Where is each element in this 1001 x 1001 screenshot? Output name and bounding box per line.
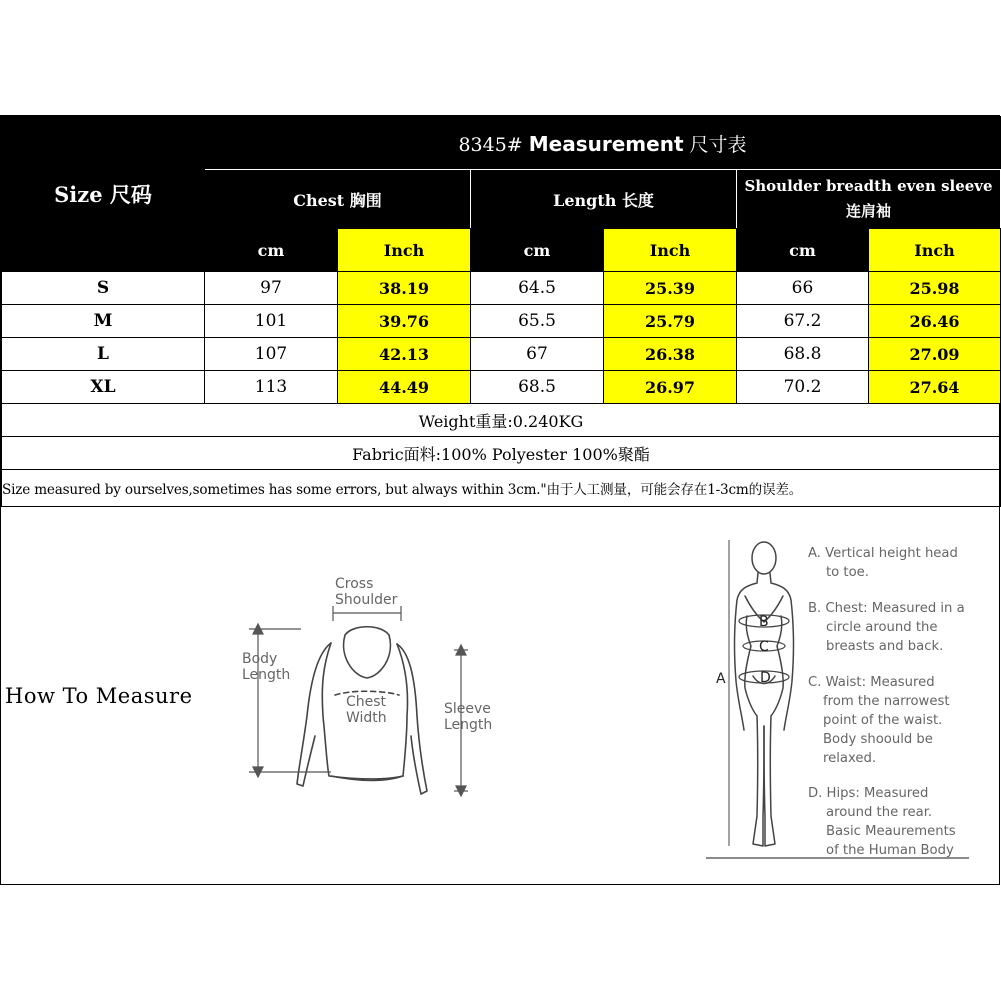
value-cell: 70.2 (737, 371, 869, 404)
note-b: B. Chest: Measured in a (808, 601, 965, 616)
cross-shoulder-label: Shoulder (335, 592, 398, 608)
note-c: C. Waist: Measured (808, 675, 935, 690)
size-chart (0, 115, 1000, 885)
value-cell: 113 (205, 371, 338, 404)
value-cell: 68.8 (737, 338, 869, 371)
note-b: circle around the (826, 620, 938, 635)
value-cell: 26.97 (604, 371, 737, 404)
measurement-diagrams (1, 116, 999, 884)
chest-width-label: Chest (346, 694, 387, 710)
body-figure (735, 542, 794, 846)
note-a: A. Vertical height head (808, 546, 958, 561)
value-cell: 68.5 (471, 371, 604, 404)
note-c: Body shoould be (823, 732, 933, 747)
body-notes (808, 546, 965, 858)
chest-group-header: Chest 胸围 (205, 170, 471, 229)
size-cell: S (2, 272, 205, 305)
marker-b: B (759, 614, 769, 630)
sleeve-length-label: Sleeve (444, 701, 491, 717)
value-cell: 97 (205, 272, 338, 305)
value-cell: 38.19 (338, 272, 471, 305)
size-header: Size 尺码 (2, 117, 205, 272)
body-length-label: Length (242, 667, 291, 683)
value-cell: 25.39 (604, 272, 737, 305)
value-cell: 42.13 (338, 338, 471, 371)
sleeve-length-label: Length (444, 717, 493, 733)
cross-shoulder-label: Cross (335, 576, 374, 592)
value-cell: 101 (205, 305, 338, 338)
sweater-right-sleeve (397, 644, 427, 794)
value-cell: 107 (205, 338, 338, 371)
value-cell: 25.98 (869, 272, 1001, 305)
sweater-neckline (344, 627, 391, 678)
weight-info: Weight重量:0.240KG (2, 404, 1001, 437)
value-cell: 27.09 (869, 338, 1001, 371)
value-cell: 64.5 (471, 272, 604, 305)
note-b: breasts and back. (826, 639, 944, 654)
measurement-note: Size measured by ourselves,sometimes has some errors, but always within 3cm."由于人工测量，可能会存在1-3cm的误差。 (2, 470, 1001, 507)
unit-header: Inch (604, 229, 737, 272)
marker-a: A (716, 671, 726, 687)
size-cell: L (2, 338, 205, 371)
note-c: from the narrowest (823, 694, 950, 709)
note-c: point of the waist. (823, 713, 943, 728)
length-group-header: Length 长度 (471, 170, 737, 229)
value-cell: 39.76 (338, 305, 471, 338)
value-cell: 44.49 (338, 371, 471, 404)
value-cell: 26.38 (604, 338, 737, 371)
chest-width-label: Width (346, 710, 387, 726)
shoulder-group-header: Shoulder breadth even sleeve连肩袖 (737, 170, 1001, 229)
table-title: 8345# Measurement 尺寸表 (205, 117, 1001, 170)
size-cell: XL (2, 371, 205, 404)
value-cell: 66 (737, 272, 869, 305)
how-to-measure-label: How To Measure (5, 684, 193, 708)
unit-header: cm (205, 229, 338, 272)
note-d: Basic Meaurements (826, 824, 956, 839)
value-cell: 67.2 (737, 305, 869, 338)
unit-header: cm (471, 229, 604, 272)
unit-header: cm (737, 229, 869, 272)
fabric-info: Fabric面料:100% Polyester 100%聚酯 (2, 437, 1001, 470)
marker-c: C (759, 639, 769, 655)
note-d: of the Human Body (826, 843, 954, 858)
note-d: D. Hips: Measured (808, 786, 929, 801)
value-cell: 25.79 (604, 305, 737, 338)
marker-d: D (760, 670, 771, 686)
unit-header: Inch (338, 229, 471, 272)
body-length-label: Body (242, 651, 278, 667)
value-cell: 26.46 (869, 305, 1001, 338)
size-cell: M (2, 305, 205, 338)
note-a: to toe. (826, 565, 869, 580)
note-d: around the rear. (826, 805, 933, 820)
value-cell: 27.64 (869, 371, 1001, 404)
unit-header: Inch (869, 229, 1001, 272)
value-cell: 67 (471, 338, 604, 371)
note-c: relaxed. (823, 751, 877, 766)
value-cell: 65.5 (471, 305, 604, 338)
